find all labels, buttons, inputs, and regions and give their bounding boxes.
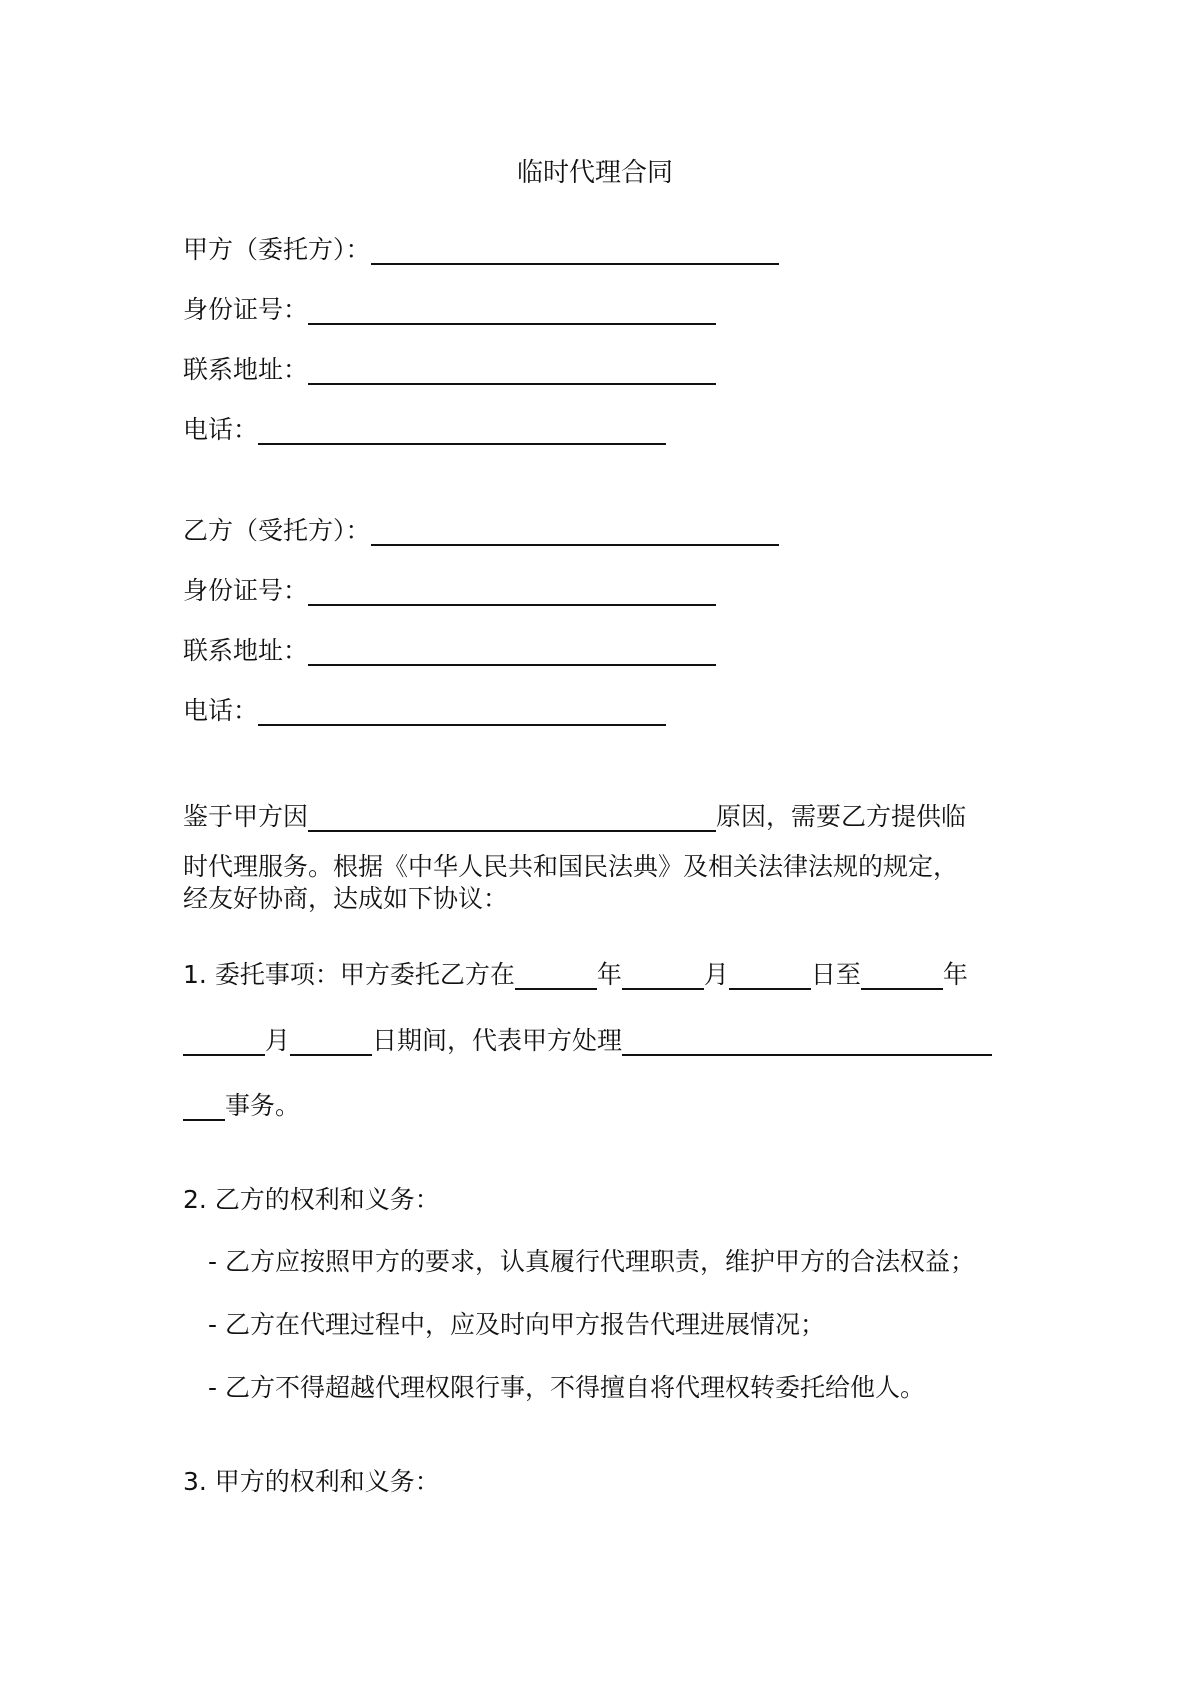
reason-blank[interactable]: [308, 800, 716, 832]
party-b-name-blank[interactable]: [371, 514, 779, 546]
clause-1-intro: 委托事项：甲方委托乙方在: [214, 960, 515, 989]
party-a-phone-blank[interactable]: [258, 413, 666, 445]
clause-2-item: - 乙方在代理过程中，应及时向甲方报告代理进展情况；: [208, 1310, 825, 1339]
document-title: 临时代理合同: [516, 158, 673, 188]
clause-1-line-2: [183, 1024, 992, 1058]
party-a-name-row: [183, 233, 779, 267]
clause-2-item: - 乙方不得超越代理权限行事，不得擅自将代理权转委托给他人。: [208, 1373, 925, 1402]
clause-1-end: 事务。: [225, 1091, 301, 1120]
party-a-phone-label: 电话：: [183, 415, 259, 444]
end-month-blank[interactable]: [183, 1024, 265, 1056]
party-a-address-row: [183, 353, 716, 387]
party-a-id-label: 身份证号：: [183, 295, 309, 324]
month-label: 月: [703, 960, 729, 989]
end-month-label: 月: [265, 1026, 291, 1055]
party-b-phone-row: [183, 694, 666, 728]
preamble-part-2: 原因，需要乙方提供临: [716, 802, 967, 831]
party-b-address-label: 联系地址：: [183, 636, 309, 665]
party-b-address-row: [183, 634, 716, 668]
clause-2-heading: 2. 乙方的权利和义务：: [183, 1185, 440, 1214]
party-a-phone-row: [183, 413, 666, 447]
party-b-name-row: [183, 514, 779, 548]
end-year-blank[interactable]: [861, 958, 943, 990]
clause-1-line-3: [183, 1089, 300, 1123]
party-b-id-label: 身份证号：: [183, 576, 309, 605]
party-b-phone-label: 电话：: [183, 696, 259, 725]
party-b-id-row: [183, 574, 716, 608]
preamble-line-1: [183, 800, 966, 834]
preamble-line-2: 时代理服务。根据《中华人民共和国民法典》及相关法律法规的规定，: [183, 852, 959, 881]
party-a-name-label: 甲方（委托方）：: [183, 235, 371, 264]
start-day-blank[interactable]: [729, 958, 811, 990]
party-a-name-blank[interactable]: [371, 233, 779, 265]
task-blank[interactable]: [622, 1024, 992, 1056]
end-year-label: 年: [942, 960, 968, 989]
party-a-id-row: [183, 293, 716, 327]
period-label: 日期间，代表甲方处理: [372, 1026, 623, 1055]
clause-1-line-1: [183, 958, 968, 992]
year-label: 年: [596, 960, 622, 989]
task-blank-continued[interactable]: [183, 1089, 225, 1121]
party-a-address-label: 联系地址：: [183, 355, 309, 384]
clause-1-number: 1.: [183, 960, 207, 989]
clause-2-item: - 乙方应按照甲方的要求，认真履行代理职责，维护甲方的合法权益；: [208, 1247, 975, 1276]
party-b-phone-blank[interactable]: [258, 694, 666, 726]
day-to-label: 日至: [810, 960, 861, 989]
party-a-id-blank[interactable]: [308, 293, 716, 325]
party-b-address-blank[interactable]: [308, 634, 716, 666]
start-year-blank[interactable]: [515, 958, 597, 990]
preamble-part-1: 鉴于甲方因: [183, 802, 309, 831]
start-month-blank[interactable]: [622, 958, 704, 990]
clause-3-heading: 3. 甲方的权利和义务：: [183, 1467, 440, 1496]
party-b-name-label: 乙方（受托方）：: [183, 516, 371, 545]
party-b-id-blank[interactable]: [308, 574, 716, 606]
party-a-address-blank[interactable]: [308, 353, 716, 385]
end-day-blank[interactable]: [290, 1024, 372, 1056]
preamble-line-3: 经友好协商，达成如下协议：: [183, 884, 509, 913]
